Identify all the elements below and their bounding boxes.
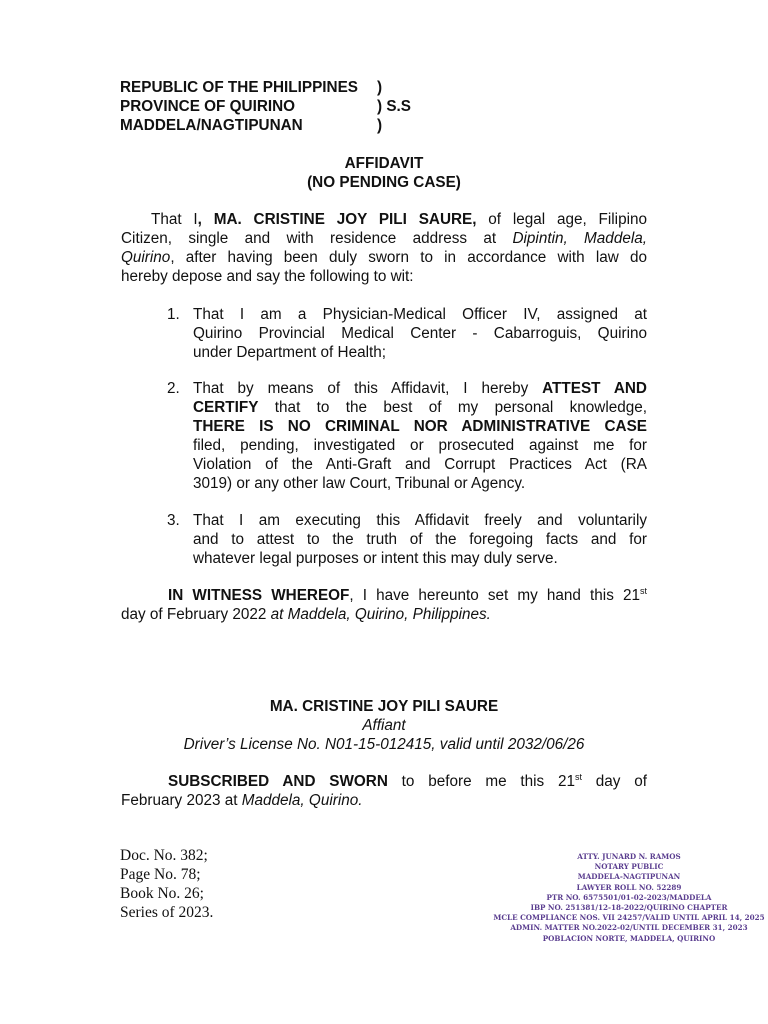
document-title: AFFIDAVIT xyxy=(344,155,424,172)
notary-address: POBLACION NORTE, MADDELA, QUIRINO xyxy=(542,933,716,943)
doc-number: Doc. No. 382; xyxy=(120,847,208,864)
jurat-line-2: February 2023 at Maddela, Quirino. xyxy=(121,792,363,809)
notary-title: NOTARY PUBLIC xyxy=(594,862,664,872)
doc-details xyxy=(120,846,213,922)
list-number-3: 3. xyxy=(167,512,180,529)
intro-line-4: hereby depose and say the following to wit: xyxy=(121,268,414,285)
item-2-line-5: Violation of the Anti-Graft and Corrupt Practices Act (RA xyxy=(193,456,647,473)
notary-ibp-no: IBP NO. 251381/12-18-2022/QUIRINO CHAPTER xyxy=(530,903,728,913)
witness-line-2: day of February 2022 at Maddela, Quirino, Philippines. xyxy=(121,606,491,623)
intro-line-1: That I, MA. CRISTINE JOY PILI SAURE, of legal age, Filipino xyxy=(151,211,647,228)
caption-republic: REPUBLIC OF THE PHILIPPINES xyxy=(120,79,358,96)
series-year: Series of 2023. xyxy=(120,904,214,921)
item-2-line-4: filed, pending, investigated or prosecuted against me for xyxy=(193,437,647,454)
caption-paren-1: ) xyxy=(377,79,383,96)
notary-stamp xyxy=(394,852,768,944)
item-2-line-6: 3019) or any other law Court, Tribunal or Agency. xyxy=(193,475,526,492)
item-1-line-2: Quirino Provincial Medical Center - Cabarroguis, Quirino xyxy=(193,325,647,342)
item-3-line-3: whatever legal purposes or intent this may duly serve. xyxy=(193,550,558,567)
intro-line-3: Quirino, after having been duly sworn to in accordance with law do xyxy=(121,249,647,266)
jurat-line-1: SUBSCRIBED AND SWORN to before me this 21st day of xyxy=(168,771,647,790)
affiant-license: Driver’s License No. N01-15-012415, valid until 2032/06/26 xyxy=(183,736,585,753)
caption-municipality: MADDELA/NAGTIPUNAN xyxy=(120,117,303,134)
list-number-2: 2. xyxy=(167,380,180,397)
notary-mcle: MCLE COMPLIANCE NOS. VII 24257/VALID UNTIL APRIL 14, 2025 xyxy=(493,913,765,923)
caption-paren-3: ) xyxy=(377,117,383,134)
item-2-line-3: THERE IS NO CRIMINAL NOR ADMINISTRATIVE CASE xyxy=(193,418,647,435)
caption-ss: ) S.S xyxy=(377,98,411,115)
notary-jurisdiction: MADDELA-NAGTIPUNAN xyxy=(577,872,681,882)
notary-roll-no: LAWYER ROLL NO. 52289 xyxy=(576,882,682,892)
witness-line-1: IN WITNESS WHEREOF, I have hereunto set my hand this 21st xyxy=(168,585,647,604)
notary-ptr-no: PTR NO. 6575501/01-02-2023/MADDELA xyxy=(546,892,712,902)
affiant-name: MA. CRISTINE JOY PILI SAURE xyxy=(269,698,499,715)
notary-admin-matter: ADMIN. MATTER NO.2022-02/UNTIL DECEMBER 31, 2023 xyxy=(510,923,748,933)
notary-name: ATTY. JUNARD N. RAMOS xyxy=(577,852,681,861)
document-subtitle: (NO PENDING CASE) xyxy=(307,174,461,191)
item-3-line-1: That I am executing this Affidavit freely and voluntarily xyxy=(193,512,647,529)
affiant-role: Affiant xyxy=(362,717,406,734)
caption-province: PROVINCE OF QUIRINO xyxy=(120,98,296,115)
intro-line-2: Citizen, single and with residence address at Dipintin, Maddela, xyxy=(121,230,647,247)
book-number: Book No. 26; xyxy=(120,885,204,902)
item-1-line-3: under Department of Health; xyxy=(193,344,387,361)
item-2-line-2: CERTIFY that to the best of my personal knowledge, xyxy=(193,399,647,416)
item-3-line-2: and to attest to the truth of the foregoing facts and for xyxy=(193,531,647,548)
item-1-line-1: That I am a Physician-Medical Officer IV, assigned at xyxy=(193,306,647,323)
item-2-line-1: That by means of this Affidavit, I hereby ATTEST AND xyxy=(193,380,647,397)
page-number: Page No. 78; xyxy=(120,866,201,883)
list-number-1: 1. xyxy=(167,306,180,323)
